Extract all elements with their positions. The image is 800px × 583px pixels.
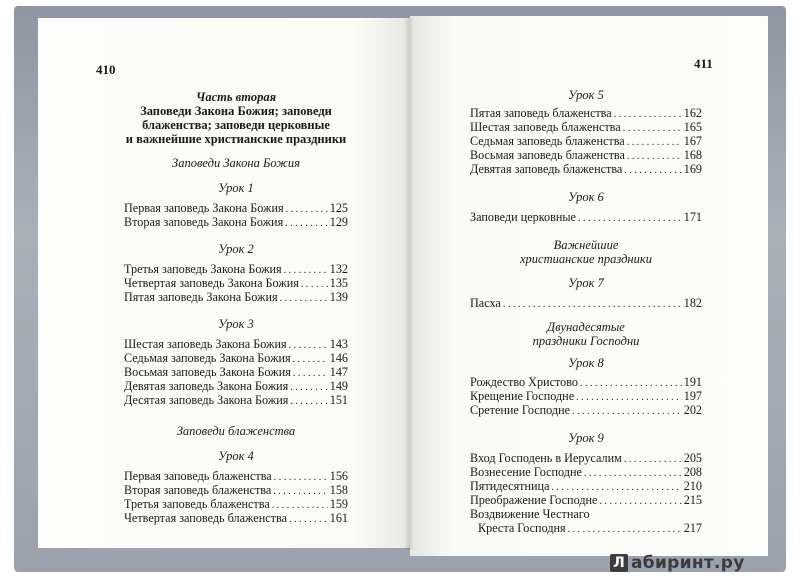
toc-entry: Шестая заповедь блаженства . . . 165 bbox=[470, 120, 702, 134]
lesson-heading: Урок 9 bbox=[568, 431, 604, 445]
toc-entry: Восьмая заповедь блаженства . . . 168 bbox=[470, 148, 702, 162]
right-page-number: 411 bbox=[694, 56, 713, 71]
main-title-line: Заповеди Закона Божия; заповеди bbox=[140, 104, 332, 118]
section-heading: христианские праздники bbox=[520, 252, 652, 266]
watermark-logo-icon: Л bbox=[610, 554, 628, 572]
lesson-heading: Урок 3 bbox=[218, 317, 254, 331]
toc-entry: Пасха . . . 182 bbox=[470, 296, 702, 310]
site-watermark bbox=[610, 552, 745, 574]
toc-entry: Креста Господня . . . 217 bbox=[470, 521, 702, 535]
left-page-number: 410 bbox=[96, 62, 116, 77]
toc-entry: Третья заповедь блаженства . . . 159 bbox=[124, 497, 348, 511]
toc-entry: Вторая заповедь Закона Божия . . . 129 bbox=[124, 215, 348, 229]
toc-entry: Крещение Господне . . . 197 bbox=[470, 389, 702, 403]
toc-entry: Вход Господень в Иерусалим . . . 205 bbox=[470, 451, 702, 465]
toc-entry: Пятая заповедь Закона Божия . . . 139 bbox=[124, 290, 348, 304]
main-title-line: и важнейшие христианские праздники bbox=[125, 132, 347, 146]
toc-entry: Рождество Христово . . . 191 bbox=[470, 375, 702, 389]
toc-entry: Вознесение Господне . . . 208 bbox=[470, 465, 702, 479]
toc-entry: Заповеди церковные . . . 171 bbox=[470, 210, 702, 224]
toc-entry: Пятая заповедь блаженства . . . 162 bbox=[470, 106, 702, 120]
toc-entry: Девятая заповедь Закона Божия . . . 149 bbox=[124, 379, 348, 393]
toc-entry: Первая заповедь Закона Божия . . . 125 bbox=[124, 201, 348, 215]
right-toc-column bbox=[470, 88, 702, 535]
toc-entry: Седьмая заповедь блаженства . . . 167 bbox=[470, 134, 702, 148]
section-heading: праздники Господни bbox=[532, 334, 640, 348]
lesson-heading: Урок 4 bbox=[218, 449, 254, 463]
watermark-text: абиринт.ру bbox=[631, 553, 745, 573]
lesson-heading: Урок 6 bbox=[568, 190, 604, 204]
lesson-heading: Урок 7 bbox=[568, 276, 604, 290]
toc-entry: Пятидесятница . . . 210 bbox=[470, 479, 702, 493]
lesson-heading: Урок 5 bbox=[568, 88, 604, 102]
left-toc-column bbox=[124, 90, 348, 525]
section-heading: Заповеди Закона Божия bbox=[172, 156, 300, 170]
toc-entry: Четвертая заповедь блаженства . . . 161 bbox=[124, 511, 348, 525]
lesson-heading: Урок 2 bbox=[218, 242, 254, 256]
section-heading: Заповеди блаженства bbox=[176, 424, 296, 438]
toc-entry: Сретение Господне . . . 202 bbox=[470, 403, 702, 417]
toc-entry: Девятая заповедь блаженства . . . 169 bbox=[470, 162, 702, 176]
book-gutter bbox=[404, 18, 414, 550]
toc-entry-first-line: Воздвижение Честнаго bbox=[470, 507, 590, 521]
section-heading: Двунадесятые bbox=[547, 320, 625, 334]
toc-entry: Десятая заповедь Закона Божия . . . 151 bbox=[124, 393, 348, 407]
lesson-heading: Урок 1 bbox=[218, 181, 254, 195]
main-title-line: блаженства; заповеди церковные bbox=[142, 118, 330, 132]
part-title: Часть вторая bbox=[195, 90, 277, 104]
section-heading: Важнейшие bbox=[553, 238, 619, 252]
toc-entry: Седьмая заповедь Закона Божия . . . 146 bbox=[124, 351, 348, 365]
toc-entry: Шестая заповедь Закона Божия . . . 143 bbox=[124, 337, 348, 351]
toc-entry: Первая заповедь блаженства . . . 156 bbox=[124, 469, 348, 483]
toc-entry: Четвертая заповедь Закона Божия . . . 135 bbox=[124, 276, 348, 290]
toc-entry: Преображение Господне . . . 215 bbox=[470, 493, 702, 507]
toc-entry: Третья заповедь Закона Божия . . . 132 bbox=[124, 262, 348, 276]
lesson-heading: Урок 8 bbox=[568, 356, 604, 370]
toc-entry: Восьмая заповедь Закона Божия . . . 147 bbox=[124, 365, 348, 379]
toc-entry: Вторая заповедь блаженства . . . 158 bbox=[124, 483, 348, 497]
